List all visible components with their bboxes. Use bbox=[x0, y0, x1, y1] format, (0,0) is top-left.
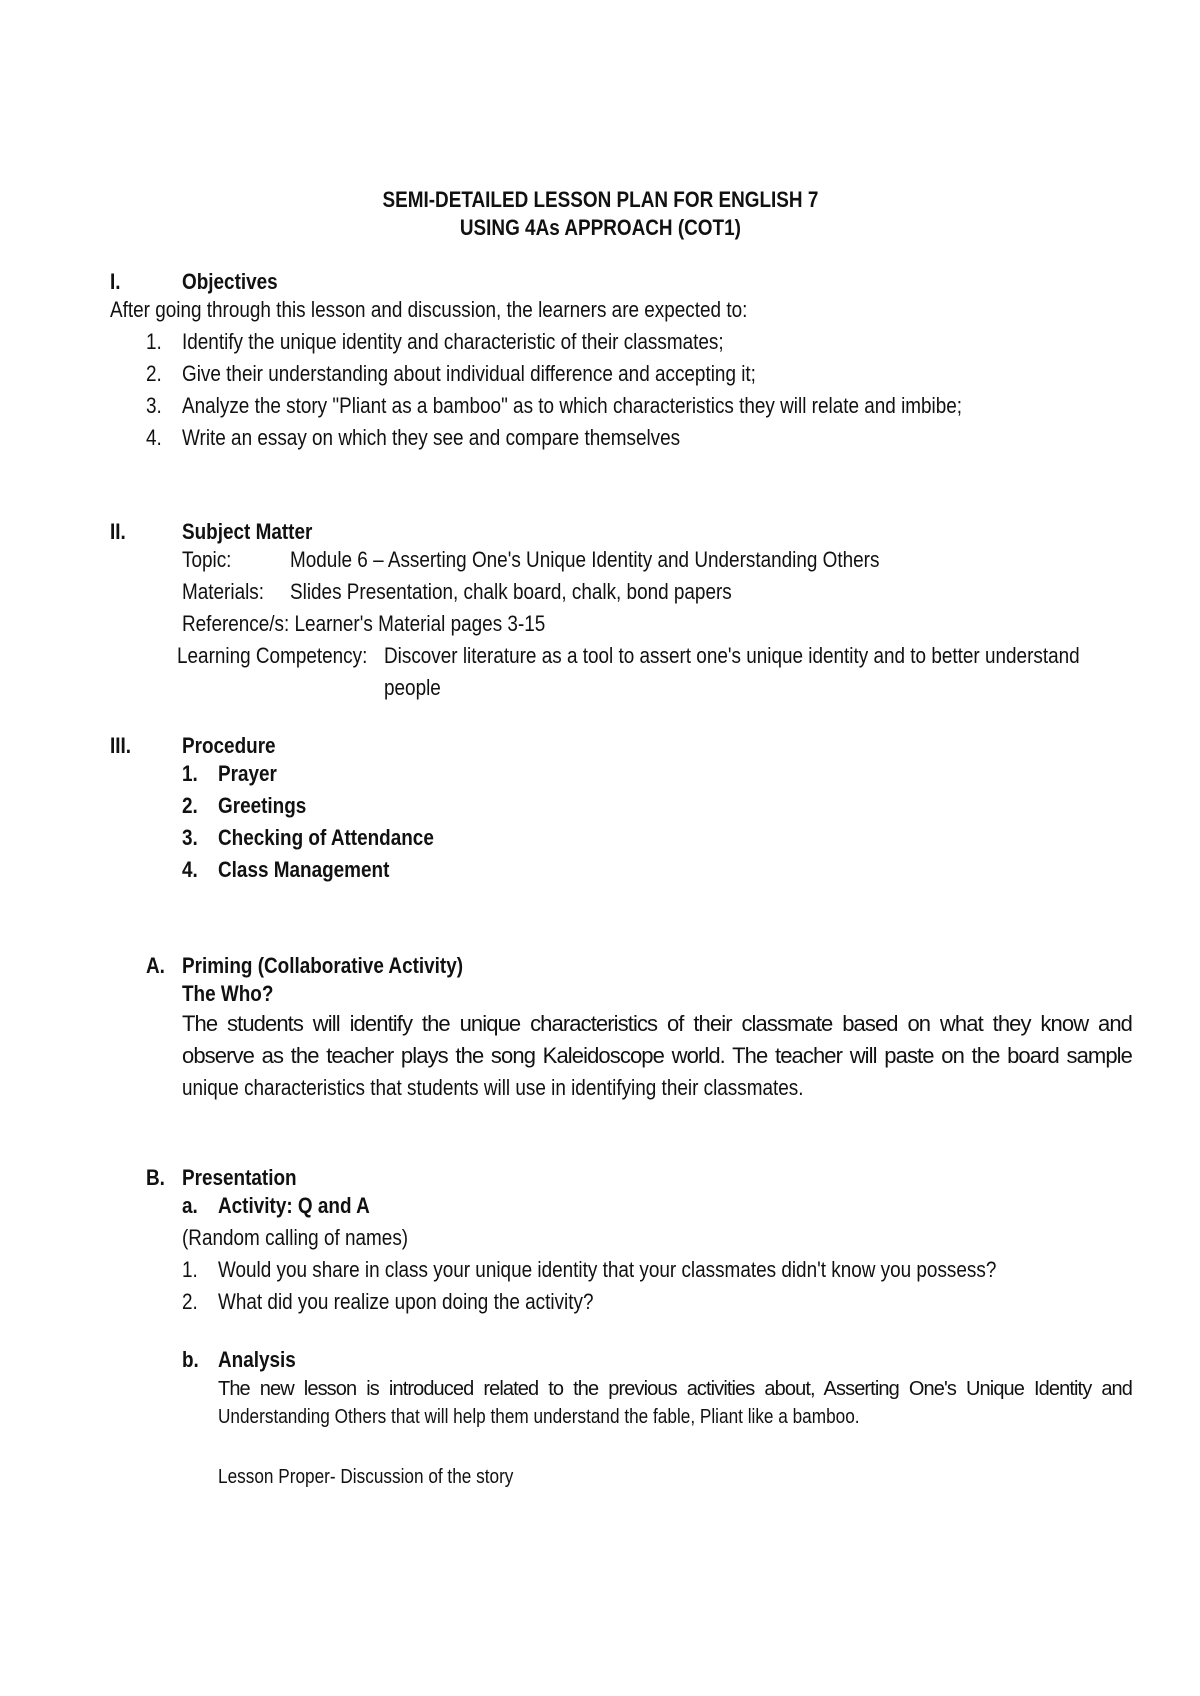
objectives-heading: Objectives bbox=[182, 269, 278, 294]
subsection-letter: B. bbox=[146, 1165, 165, 1190]
analysis-paragraph bbox=[218, 1374, 1132, 1404]
list-item-number: 3. bbox=[182, 825, 198, 850]
procedure-item: Checking of Attendance bbox=[218, 825, 434, 850]
section-number: III. bbox=[110, 733, 132, 758]
list-item-number: 3. bbox=[146, 393, 162, 418]
topic-value: Module 6 – Asserting One's Unique Identity and Understanding Others bbox=[290, 547, 880, 572]
topic-label: Topic: bbox=[182, 547, 232, 572]
section-number: II. bbox=[110, 519, 126, 544]
priming-paragraph bbox=[182, 1008, 1132, 1072]
list-item-number: 4. bbox=[182, 857, 198, 882]
materials-label: Materials: bbox=[182, 579, 265, 604]
procedure-item: Class Management bbox=[218, 857, 390, 882]
activity-note: (Random calling of names) bbox=[182, 1225, 409, 1250]
list-item-number: 1. bbox=[146, 329, 162, 354]
materials-value: Slides Presentation, chalk board, chalk, bond papers bbox=[290, 579, 732, 604]
procedure-item: Greetings bbox=[218, 793, 307, 818]
title-line-1: SEMI-DETAILED LESSON PLAN FOR ENGLISH 7 bbox=[382, 187, 818, 212]
procedure-heading: Procedure bbox=[182, 733, 276, 758]
analysis-letter: b. bbox=[182, 1347, 199, 1372]
analysis-heading: Analysis bbox=[218, 1347, 296, 1372]
objective-item: Give their understanding about individual difference and accepting it; bbox=[182, 361, 756, 386]
presentation-heading: Presentation bbox=[182, 1165, 297, 1190]
competency-text: Discover literature as a tool to assert one's unique identity and to better understand bbox=[384, 643, 1080, 668]
priming-subheading: The Who? bbox=[182, 981, 274, 1006]
priming-heading: Priming (Collaborative Activity) bbox=[182, 953, 464, 978]
objective-item: Identify the unique identity and characteristic of their classmates; bbox=[182, 329, 724, 354]
title-line-2: USING 4As APPROACH (COT1) bbox=[459, 215, 741, 240]
priming-paragraph-last-line: unique characteristics that students will use in identifying their classmates. bbox=[182, 1075, 804, 1100]
objectives-intro: After going through this lesson and discussion, the learners are expected to: bbox=[110, 297, 748, 322]
competency-label: Learning Competency: bbox=[177, 643, 368, 668]
list-item-number: 4. bbox=[146, 425, 162, 450]
activity-heading: Activity: Q and A bbox=[218, 1193, 370, 1218]
list-item-number: 2. bbox=[182, 793, 198, 818]
section-number: I. bbox=[110, 269, 121, 294]
reference-line: Reference/s: Learner's Material pages 3-15 bbox=[182, 611, 546, 636]
procedure-item: Prayer bbox=[218, 761, 277, 786]
list-item-number: 1. bbox=[182, 1257, 198, 1282]
subject-matter-heading: Subject Matter bbox=[182, 519, 313, 544]
competency-text-cont: people bbox=[384, 675, 441, 700]
objective-item: Analyze the story "Pliant as a bamboo" as to which characteristics they will relate and imbibe; bbox=[182, 393, 963, 418]
list-item-number: 2. bbox=[182, 1289, 198, 1314]
paragraph-line: The students will identify the unique characteristics of their classmate based on what they know and bbox=[182, 1011, 1132, 1036]
objective-item: Write an essay on which they see and compare themselves bbox=[182, 425, 681, 450]
paragraph-line: The new lesson is introduced related to the previous activities about, Asserting One's Unique Identity and bbox=[218, 1378, 1132, 1400]
question-item: What did you realize upon doing the activity? bbox=[218, 1289, 594, 1314]
analysis-paragraph-last-line: Understanding Others that will help them understand the fable, Pliant like a bamboo. bbox=[218, 1406, 860, 1428]
question-item: Would you share in class your unique identity that your classmates didn't know you possess? bbox=[218, 1257, 997, 1282]
activity-letter: a. bbox=[182, 1193, 198, 1218]
subsection-letter: A. bbox=[146, 953, 165, 978]
list-item-number: 2. bbox=[146, 361, 162, 386]
paragraph-line: observe as the teacher plays the song Kaleidoscope world. The teacher will paste on the board sample bbox=[182, 1043, 1132, 1068]
list-item-number: 1. bbox=[182, 761, 198, 786]
lesson-proper-line: Lesson Proper- Discussion of the story bbox=[218, 1466, 514, 1488]
